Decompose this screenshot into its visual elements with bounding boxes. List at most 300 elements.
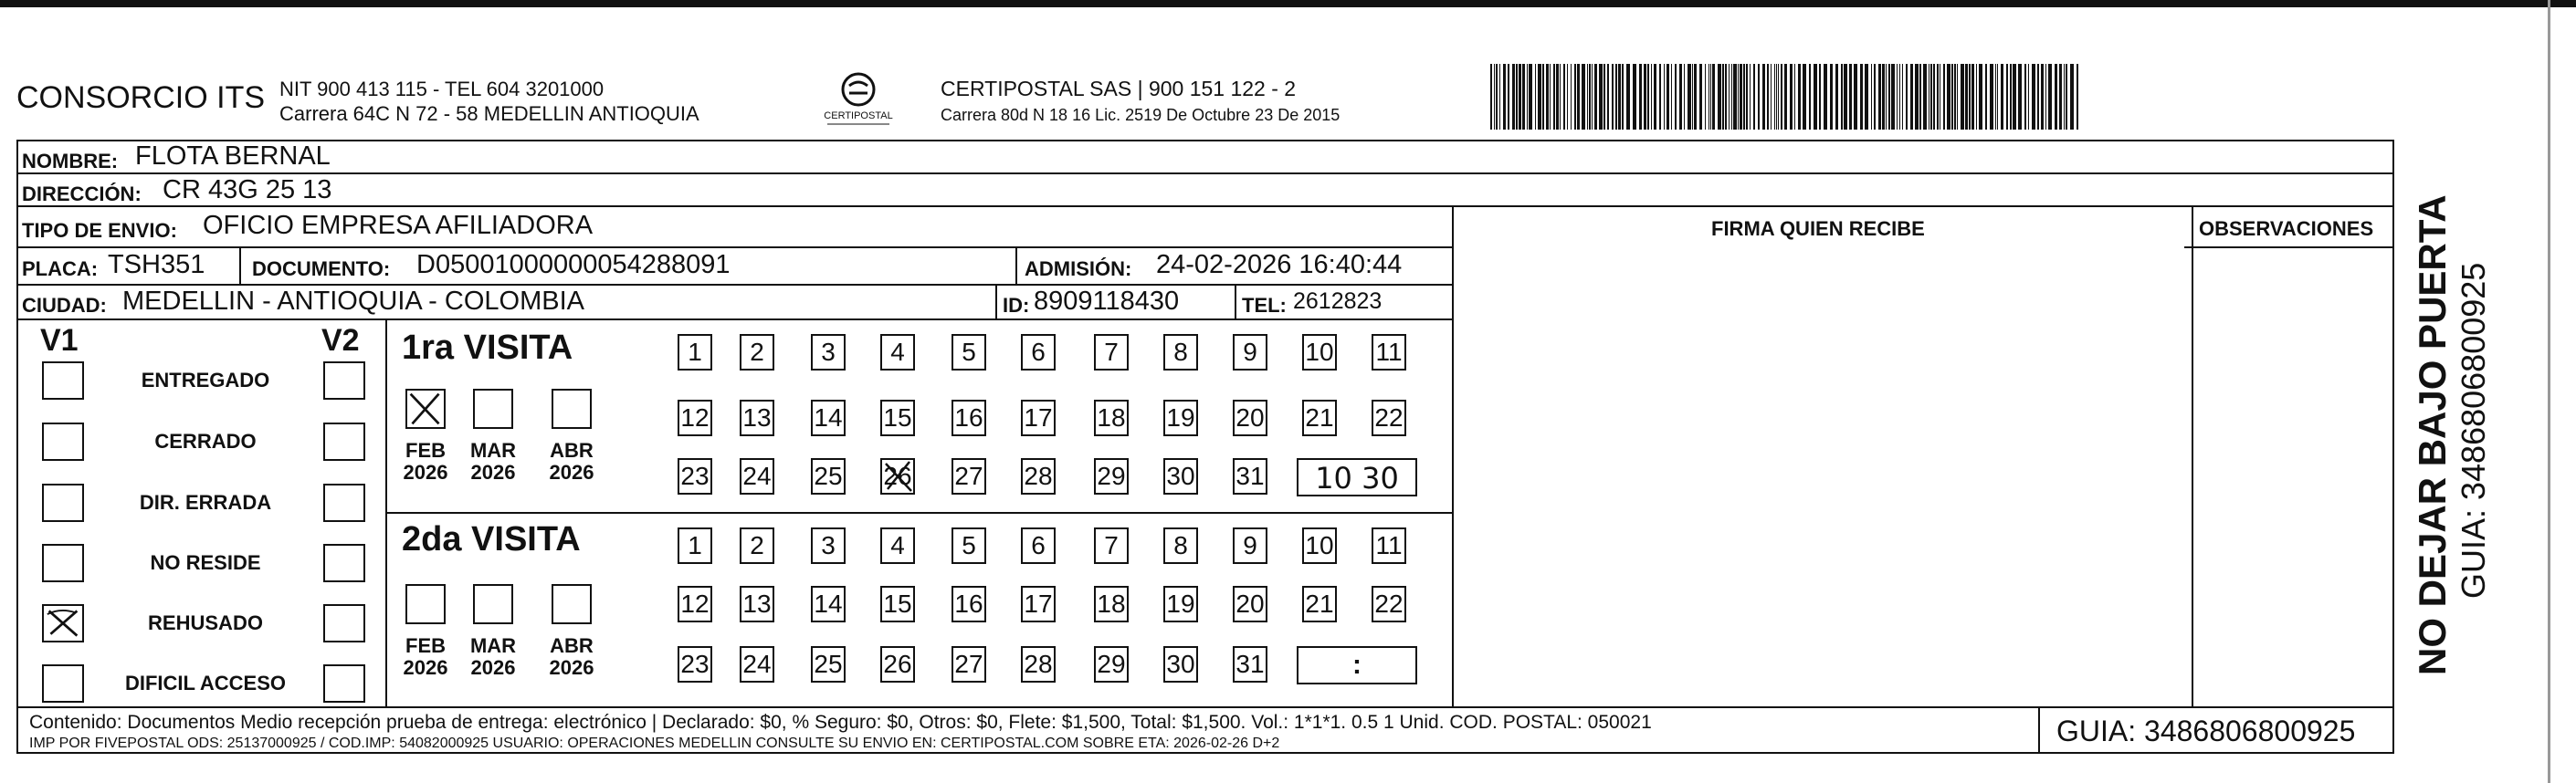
day-number: 4: [890, 338, 905, 366]
v1-checkbox[interactable]: [42, 423, 84, 461]
day-box[interactable]: [1372, 400, 1406, 436]
company-name: CONSORCIO ITS: [16, 80, 266, 115]
day-box[interactable]: [740, 458, 774, 495]
barcode-bar: [1985, 64, 1987, 130]
barcode-bar: [2024, 64, 2026, 130]
status-label: ENTREGADO: [141, 369, 270, 392]
day-number: 10: [1305, 338, 1334, 366]
v1-checkbox[interactable]: [42, 361, 84, 400]
barcode-bar: [2070, 64, 2074, 130]
v2-checkbox[interactable]: [323, 664, 365, 703]
day-box[interactable]: [952, 646, 986, 683]
barcode-bar: [1599, 64, 1603, 130]
v2-checkbox[interactable]: [323, 604, 365, 642]
barcode-bar: [1740, 64, 1742, 130]
day-box[interactable]: [1302, 400, 1337, 436]
day-number: 17: [1024, 403, 1053, 432]
barcode-bar: [1535, 64, 1536, 130]
month-checkbox[interactable]: [473, 584, 513, 624]
day-box[interactable]: [1233, 527, 1267, 564]
barcode-bar: [2045, 64, 2046, 130]
month-year: 2026: [549, 461, 594, 484]
status-label: NO RESIDE: [150, 551, 261, 574]
placa-label: PLACA:: [22, 257, 99, 280]
barcode-bar: [1546, 64, 1549, 130]
month-year: 2026: [470, 656, 516, 679]
barcode-bar: [1774, 64, 1775, 130]
barcode-bar: [1976, 64, 1977, 130]
barcode-bar: [1878, 64, 1881, 130]
day-number: 16: [954, 403, 983, 432]
day-number: 1: [688, 531, 702, 559]
visit-column-divider: [385, 318, 387, 706]
v2-header: V2: [321, 323, 360, 358]
no-dejar-warning: NO DEJAR BAJO PUERTA: [2411, 194, 2454, 675]
barcode-bar: [1607, 64, 1609, 130]
barcode-bar: [2006, 64, 2008, 130]
barcode: [1488, 64, 2082, 130]
barcode-bar: [1951, 64, 1953, 130]
day-number: 25: [814, 650, 843, 678]
barcode-bar: [1705, 64, 1706, 130]
barcode-bar: [1965, 64, 1968, 130]
day-check-mark: [884, 460, 915, 495]
barcode-bar: [1824, 64, 1827, 130]
day-number: 20: [1235, 403, 1265, 432]
barcode-bar: [2037, 64, 2039, 130]
barcode-bar: [1814, 64, 1817, 130]
barcode-bar: [1819, 64, 1821, 130]
barcode-bar: [1516, 64, 1518, 130]
barcode-bar: [1906, 64, 1908, 130]
v2-checkbox[interactable]: [323, 484, 365, 522]
observations-area[interactable]: [2201, 256, 2389, 701]
barcode-bar: [1577, 64, 1580, 130]
barcode-bar: [1954, 64, 1956, 130]
status-label: REHUSADO: [148, 611, 263, 634]
barcode-bar: [1937, 64, 1939, 130]
time-box[interactable]: [1297, 458, 1417, 496]
barcode-bar: [1675, 64, 1677, 130]
day-box[interactable]: [1094, 646, 1129, 683]
barcode-bar: [1865, 64, 1868, 130]
barcode-bar: [1496, 64, 1498, 130]
month-label: [397, 440, 454, 484]
day-box[interactable]: [1021, 458, 1056, 495]
barcode-bar: [1849, 64, 1852, 130]
barcode-bar: [1778, 64, 1779, 130]
day-number: 9: [1243, 531, 1257, 559]
day-box[interactable]: [1163, 458, 1198, 495]
day-box[interactable]: [1163, 400, 1198, 436]
barcode-bar: [1618, 64, 1621, 130]
day-number: 27: [954, 462, 983, 490]
barcode-bar: [1891, 64, 1895, 130]
day-box[interactable]: [740, 400, 774, 436]
day-box[interactable]: [1094, 527, 1129, 564]
month-name: FEB: [405, 634, 446, 657]
day-number: 2: [750, 531, 764, 559]
day-box[interactable]: [1021, 586, 1056, 622]
barcode-bar: [1508, 64, 1509, 130]
day-box[interactable]: [880, 458, 915, 495]
side-guia: GUIA: 3486806800925: [2455, 262, 2492, 599]
day-number: 13: [742, 403, 772, 432]
id-label: ID:: [1003, 294, 1030, 317]
month-year: 2026: [403, 461, 448, 484]
barcode-bar: [1990, 64, 1993, 130]
day-number: 15: [883, 403, 912, 432]
barcode-bar: [1910, 64, 1913, 130]
barcode-bar: [1919, 64, 1921, 130]
barcode-bar: [1758, 64, 1760, 130]
day-number: 17: [1024, 590, 1053, 618]
day-number: 21: [1305, 403, 1334, 432]
day-box[interactable]: [1094, 586, 1129, 622]
day-number: 27: [954, 650, 983, 678]
day-box[interactable]: [1302, 334, 1337, 371]
tipo-envio-label: TIPO DE ENVIO:: [22, 219, 177, 242]
day-box[interactable]: [1302, 527, 1337, 564]
day-number: 7: [1104, 531, 1119, 559]
day-box[interactable]: [1372, 586, 1406, 622]
barcode-bar: [1615, 64, 1617, 130]
barcode-bar: [1798, 64, 1801, 130]
barcode-bar: [1684, 64, 1685, 130]
barcode-bar: [1519, 64, 1521, 130]
day-number: 3: [821, 338, 836, 366]
time-placeholder: :: [1352, 650, 1362, 680]
barcode-bar: [1781, 64, 1782, 130]
v2-checkbox[interactable]: [323, 423, 365, 461]
barcode-bar: [1753, 64, 1755, 130]
barcode-bar: [1550, 64, 1551, 130]
day-box[interactable]: [880, 586, 915, 622]
v2-checkbox[interactable]: [323, 544, 365, 582]
barcode-bar: [1915, 64, 1919, 130]
barcode-bar: [1692, 64, 1693, 130]
barcode-bar: [1841, 64, 1843, 130]
barcode-bar: [1771, 64, 1772, 130]
day-box[interactable]: [952, 400, 986, 436]
carrier-license: Carrera 80d N 18 16 Lic. 2519 De Octubre 23 De 2015: [941, 106, 1341, 124]
cell-divider: [995, 284, 997, 318]
day-number: 15: [883, 590, 912, 618]
barcode-bar: [1587, 64, 1588, 130]
visit-divider: [385, 512, 1454, 514]
barcode-bar: [1527, 64, 1528, 130]
row-divider: [2184, 246, 2394, 248]
status-label: DIR. ERRADA: [139, 491, 272, 514]
day-box[interactable]: [1094, 334, 1129, 371]
day-number: 24: [742, 462, 772, 490]
month-checkbox[interactable]: [405, 389, 446, 429]
day-box[interactable]: [1163, 586, 1198, 622]
barcode-bar: [1522, 64, 1525, 130]
day-box[interactable]: [811, 458, 846, 495]
day-box[interactable]: [811, 400, 846, 436]
barcode-bar: [1979, 64, 1982, 130]
v1-header: V1: [40, 323, 79, 358]
barcode-bar: [1718, 64, 1721, 130]
barcode-bar: [1694, 64, 1697, 130]
barcode-bar: [1499, 64, 1500, 130]
barcode-bar: [1494, 64, 1495, 130]
month-label: [465, 440, 521, 484]
v1-checkbox[interactable]: [42, 604, 84, 642]
row-divider: [16, 284, 1454, 286]
day-box[interactable]: [678, 458, 712, 495]
barcode-bar: [1679, 64, 1682, 130]
day-box[interactable]: [880, 646, 915, 683]
month-year: 2026: [403, 656, 448, 679]
barcode-bar: [1995, 64, 1996, 130]
barcode-bar: [1603, 64, 1605, 130]
barcode-bar: [1762, 64, 1765, 130]
barcode-bar: [1592, 64, 1593, 130]
day-box[interactable]: [678, 400, 712, 436]
day-box[interactable]: [678, 527, 712, 564]
certipostal-logo: [804, 69, 913, 128]
barcode-bar: [1844, 64, 1847, 130]
v1-checkbox[interactable]: [42, 484, 84, 522]
first-visit-title: 1ra VISITA: [402, 329, 573, 367]
day-number: 20: [1235, 590, 1265, 618]
documento-value: D05001000000054288091: [416, 250, 731, 279]
day-box[interactable]: [1163, 646, 1198, 683]
barcode-bar: [1659, 64, 1661, 130]
barcode-bar: [1860, 64, 1863, 130]
barcode-bar: [1490, 64, 1492, 130]
barcode-bar: [1746, 64, 1748, 130]
day-number: 23: [680, 462, 710, 490]
day-number: 9: [1243, 338, 1257, 366]
barcode-bar: [1854, 64, 1857, 130]
nombre-label: NOMBRE:: [22, 150, 119, 172]
day-box[interactable]: [1372, 527, 1406, 564]
v1-checkbox[interactable]: [42, 544, 84, 582]
barcode-bar: [1556, 64, 1559, 130]
day-number: 22: [1374, 403, 1404, 432]
barcode-bar: [1710, 64, 1711, 130]
barcode-bar: [1809, 64, 1811, 130]
day-box[interactable]: [740, 646, 774, 683]
day-number: 6: [1031, 338, 1046, 366]
barcode-bar: [1664, 64, 1665, 130]
day-number: 14: [814, 403, 843, 432]
day-box[interactable]: [1094, 400, 1129, 436]
barcode-bar: [2064, 64, 2065, 130]
row-divider: [16, 318, 1454, 320]
barcode-bar: [1667, 64, 1669, 130]
barcode-bar: [1538, 64, 1541, 130]
barcode-bar: [1529, 64, 1532, 130]
barcode-bar: [1961, 64, 1964, 130]
handwritten-time: 10 30: [1315, 461, 1399, 496]
barcode-bar: [1582, 64, 1585, 130]
day-box[interactable]: [1163, 527, 1198, 564]
day-number: 12: [680, 403, 710, 432]
day-box[interactable]: [740, 334, 774, 371]
firma-header: FIRMA QUIEN RECIBE: [1711, 217, 1925, 240]
documento-label: DOCUMENTO:: [252, 257, 391, 280]
month-checkbox[interactable]: [405, 584, 446, 624]
day-box[interactable]: [1233, 400, 1267, 436]
barcode-bar: [1790, 64, 1793, 130]
day-box[interactable]: [1021, 646, 1056, 683]
barcode-bar: [2041, 64, 2044, 130]
day-box[interactable]: [1233, 458, 1267, 495]
day-number: 8: [1173, 531, 1188, 559]
day-box[interactable]: [1233, 334, 1267, 371]
barcode-bar: [1930, 64, 1932, 130]
day-box[interactable]: [678, 646, 712, 683]
day-box[interactable]: [811, 646, 846, 683]
day-box[interactable]: [880, 400, 915, 436]
day-number: 3: [821, 531, 836, 559]
day-number: 22: [1374, 590, 1404, 618]
day-number: 31: [1235, 650, 1265, 678]
barcode-bar: [1835, 64, 1838, 130]
day-number: 7: [1104, 338, 1119, 366]
barcode-bar: [1874, 64, 1876, 130]
second-visit-title: 2da VISITA: [402, 520, 581, 559]
barcode-bar: [1897, 64, 1898, 130]
day-number: 26: [883, 462, 912, 490]
month-checkbox[interactable]: [473, 389, 513, 429]
barcode-bar: [1725, 64, 1727, 130]
day-box[interactable]: [1021, 400, 1056, 436]
day-box[interactable]: [952, 586, 986, 622]
day-number: 29: [1097, 462, 1126, 490]
day-number: 11: [1375, 338, 1403, 366]
barcode-bar: [1503, 64, 1506, 130]
day-box[interactable]: [740, 527, 774, 564]
day-number: 21: [1305, 590, 1334, 618]
day-number: 6: [1031, 531, 1046, 559]
day-box[interactable]: [740, 586, 774, 622]
day-box[interactable]: [880, 527, 915, 564]
tel-label: TEL:: [1242, 294, 1287, 317]
day-box[interactable]: [811, 586, 846, 622]
barcode-bar: [1633, 64, 1636, 130]
tipo-envio-value: OFICIO EMPRESA AFILIADORA: [203, 211, 594, 240]
day-box[interactable]: [952, 458, 986, 495]
day-number: 5: [962, 338, 976, 366]
day-number: 11: [1375, 531, 1403, 559]
barcode-bar: [1574, 64, 1576, 130]
logo-text: CERTIPOSTAL: [824, 110, 893, 121]
placa-value: TSH351: [108, 250, 205, 279]
barcode-bar: [1612, 64, 1614, 130]
print-details: IMP POR FIVEPOSTAL ODS: 25137000925 / COD.IMP: 54082000925 USUARIO: OPERACIONES MEDELLIN CONSULTE SU ENVIO EN: CERTIPOSTAL.COM SOBRE ETA: 2026-02-26 D+2: [29, 736, 1280, 751]
observaciones-header: OBSERVACIONES: [2199, 217, 2374, 240]
barcode-bar: [2066, 64, 2067, 130]
ciudad-value: MEDELLIN - ANTIOQUIA - COLOMBIA: [122, 287, 584, 316]
time-box[interactable]: [1297, 646, 1417, 684]
barcode-bar: [1933, 64, 1935, 130]
month-checkbox[interactable]: [552, 389, 592, 429]
day-number: 1: [688, 338, 702, 366]
day-box[interactable]: [1233, 646, 1267, 683]
day-box[interactable]: [880, 334, 915, 371]
day-number: 29: [1097, 650, 1126, 678]
barcode-bar: [1803, 64, 1806, 130]
day-box[interactable]: [952, 527, 986, 564]
day-box[interactable]: [1372, 334, 1406, 371]
row-divider: [16, 205, 2394, 207]
row-divider: [16, 172, 2394, 174]
barcode-bar: [1971, 64, 1974, 130]
month-name: ABR: [550, 439, 594, 462]
col-divider: [1452, 205, 1454, 707]
day-box[interactable]: [1233, 586, 1267, 622]
col-divider: [2192, 205, 2193, 707]
cell-divider: [239, 246, 241, 284]
row-divider: [16, 246, 1454, 248]
barcode-bar: [1729, 64, 1730, 130]
barcode-bar: [1712, 64, 1715, 130]
day-box[interactable]: [678, 586, 712, 622]
barcode-bar: [1784, 64, 1787, 130]
barcode-bar: [2032, 64, 2035, 130]
barcode-bar: [2077, 64, 2078, 130]
month-name: MAR: [469, 439, 517, 462]
v2-checkbox[interactable]: [323, 361, 365, 400]
day-number: 8: [1173, 338, 1188, 366]
barcode-bar: [1886, 64, 1887, 130]
day-box[interactable]: [952, 334, 986, 371]
barcode-bar: [1943, 64, 1945, 130]
day-number: 24: [742, 650, 772, 678]
day-box[interactable]: [811, 527, 846, 564]
barcode-bar: [1888, 64, 1890, 130]
day-number: 19: [1166, 403, 1195, 432]
day-box[interactable]: [1021, 527, 1056, 564]
company-details: [279, 77, 699, 126]
day-box[interactable]: [811, 334, 846, 371]
day-number: 31: [1235, 462, 1265, 490]
day-box[interactable]: [678, 334, 712, 371]
day-number: 30: [1166, 462, 1195, 490]
month-label: [543, 635, 600, 679]
barcode-bar: [1699, 64, 1702, 130]
direccion-value: CR 43G 25 13: [163, 175, 332, 204]
day-box[interactable]: [1021, 334, 1056, 371]
barcode-bar: [2018, 64, 2022, 130]
v1-checkbox[interactable]: [42, 664, 84, 703]
barcode-bar: [1902, 64, 1903, 130]
cell-divider: [1015, 246, 1017, 284]
carrier-name: CERTIPOSTAL SAS | 900 151 122 - 2: [941, 77, 1297, 100]
barcode-bar: [2055, 64, 2057, 130]
month-checkbox[interactable]: [552, 584, 592, 624]
barcode-bar: [1899, 64, 1900, 130]
barcode-bar: [1567, 64, 1568, 130]
day-box[interactable]: [1094, 458, 1129, 495]
barcode-bar: [1671, 64, 1672, 130]
barcode-bar: [1776, 64, 1777, 130]
admision-label: ADMISIÓN:: [1025, 257, 1132, 280]
status-label: DIFICIL ACCESO: [124, 672, 286, 694]
day-box[interactable]: [1163, 334, 1198, 371]
day-box[interactable]: [1302, 586, 1337, 622]
signature-area[interactable]: [1463, 256, 2182, 701]
barcode-bar: [1594, 64, 1597, 130]
company-address: Carrera 64C N 72 - 58 MEDELLIN ANTIOQUIA: [279, 102, 699, 125]
day-number: 10: [1305, 531, 1334, 559]
barcode-bar: [1688, 64, 1691, 130]
